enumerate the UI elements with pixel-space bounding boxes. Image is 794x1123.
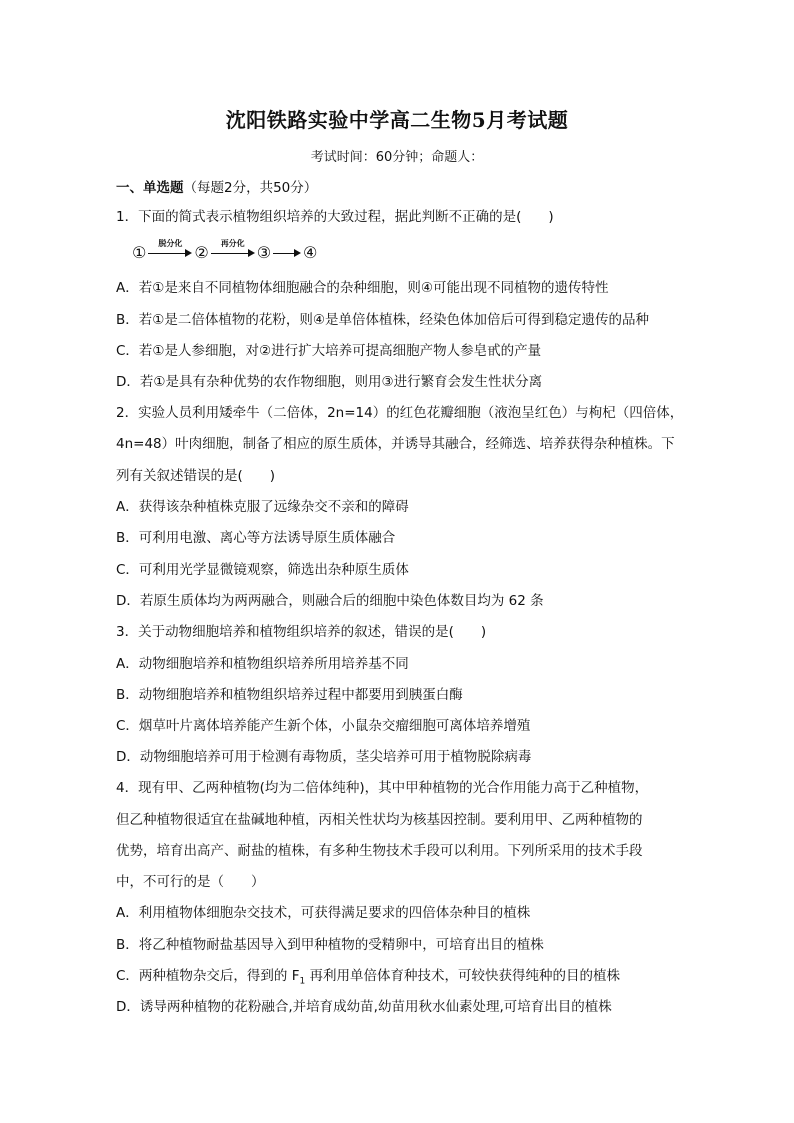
q3-option-d: D．动物细胞培养可用于检测有毒物质，茎尖培养可用于植物脱除病毒 [116, 749, 532, 765]
q4-option-c [116, 967, 620, 991]
q4-option-d: D．诱导两种植物的花粉融合,并培育成幼苗,幼苗用秋水仙素处理,可培育出目的植株 [116, 999, 612, 1015]
q2-option-a: A．获得该杂种植株克服了远缘杂交不亲和的障碍 [116, 499, 409, 515]
q4-stem-line-4: 中，不可行的是（ ） [116, 874, 265, 890]
q1-stem: 1．下面的简式表示植物组织培养的大致过程，据此判断不正确的是( ) [116, 209, 554, 225]
flow-node-2: ② [194, 242, 209, 262]
page-title: 沈阳铁路实验中学高二生物5月考试题 [225, 108, 569, 132]
q3-option-b: B．动物细胞培养和植物组织培养过程中都要用到胰蛋白酶 [116, 687, 463, 703]
q2-option-c: C．可利用光学显微镜观察，筛选出杂种原生质体 [116, 562, 409, 578]
q4-option-b: B．将乙种植物耐盐基因导入到甲种植物的受精卵中，可培育出目的植株 [116, 937, 544, 953]
section-title: 一、单选题 [116, 180, 184, 196]
flow-arrow-redifferentiation [211, 239, 255, 262]
section-heading [116, 176, 317, 196]
q2-option-d: D．若原生质体均为两两融合，则融合后的细胞中染色体数目均为 62 条 [116, 593, 544, 609]
flow-arrow-label-2: 再分化 [220, 239, 245, 248]
section-note: （每题2分，共50分） [183, 180, 318, 196]
q4-option-a: A．利用植物体细胞杂交技术，可获得满足要求的四倍体杂种目的植株 [116, 905, 531, 921]
q1-option-a: A．若①是来自不同植物体细胞融合的杂种细胞，则④可能出现不同植物的遗传特性 [116, 280, 609, 296]
q3-stem: 3．关于动物细胞培养和植物组织培养的叙述，错误的是( ) [116, 624, 487, 640]
q1-flow-diagram [132, 240, 317, 264]
flow-arrow-label-1: 脱分化 [158, 239, 183, 248]
exam-info: 考试时间：60分钟；命题人： [310, 150, 484, 165]
q2-stem-line-2: 4n=48）叶肉细胞，制备了相应的原生质体，并诱导其融合，经筛选、培养获得杂种植株。下 [116, 436, 675, 452]
flow-arrow-dedifferentiation [148, 239, 192, 262]
q4-option-c-post: 再利用单倍体育种技术，可较快获得纯种的目的植株 [305, 968, 621, 984]
q2-option-b: B．可利用电激、离心等方法诱导原生质体融合 [116, 530, 396, 546]
q4-stem-line-3: 优势，培育出高产、耐盐的植株，有多种生物技术手段可以利用。下列所采用的技术手段 [116, 843, 643, 859]
q4-option-c-pre: C．两种植物杂交后，得到的 F [116, 968, 300, 984]
q1-option-d: D．若①是具有杂种优势的农作物细胞，则用③进行繁育会发生性状分离 [116, 374, 543, 390]
q4-option-c-sub: 1 [299, 976, 306, 987]
q3-option-a: A．动物细胞培养和植物组织培养所用培养基不同 [116, 656, 409, 672]
flow-arrow-3 [273, 242, 301, 262]
flow-node-1: ① [132, 242, 147, 262]
q2-stem-line-1: 2．实验人员利用矮牵牛（二倍体，2n=14）的红色花瓣细胞（液泡呈红色）与枸杞（四倍体， [116, 405, 684, 421]
q4-stem-line-1: 4．现有甲、乙两种植物(均为二倍体纯种)，其中甲种植物的光合作用能力高于乙种植物， [116, 780, 649, 796]
flow-node-3: ③ [256, 242, 272, 262]
q2-stem-line-3: 列有关叙述错误的是( ) [116, 468, 276, 484]
q4-stem-line-2: 但乙种植物很适宜在盐碱地种植，丙相关性状均为核基因控制。要利用甲、乙两种植物的 [116, 812, 643, 828]
q1-option-c: C．若①是人参细胞，对②进行扩大培养可提高细胞产物人参皂甙的产量 [116, 343, 542, 359]
q3-option-c: C．烟草叶片离体培养能产生新个体，小鼠杂交瘤细胞可离体培养增殖 [116, 718, 531, 734]
flow-node-4: ④ [303, 242, 318, 262]
q1-option-b: B．若①是二倍体植物的花粉，则④是单倍体植株，经染色体加倍后可得到稳定遗传的品种 [116, 312, 649, 328]
